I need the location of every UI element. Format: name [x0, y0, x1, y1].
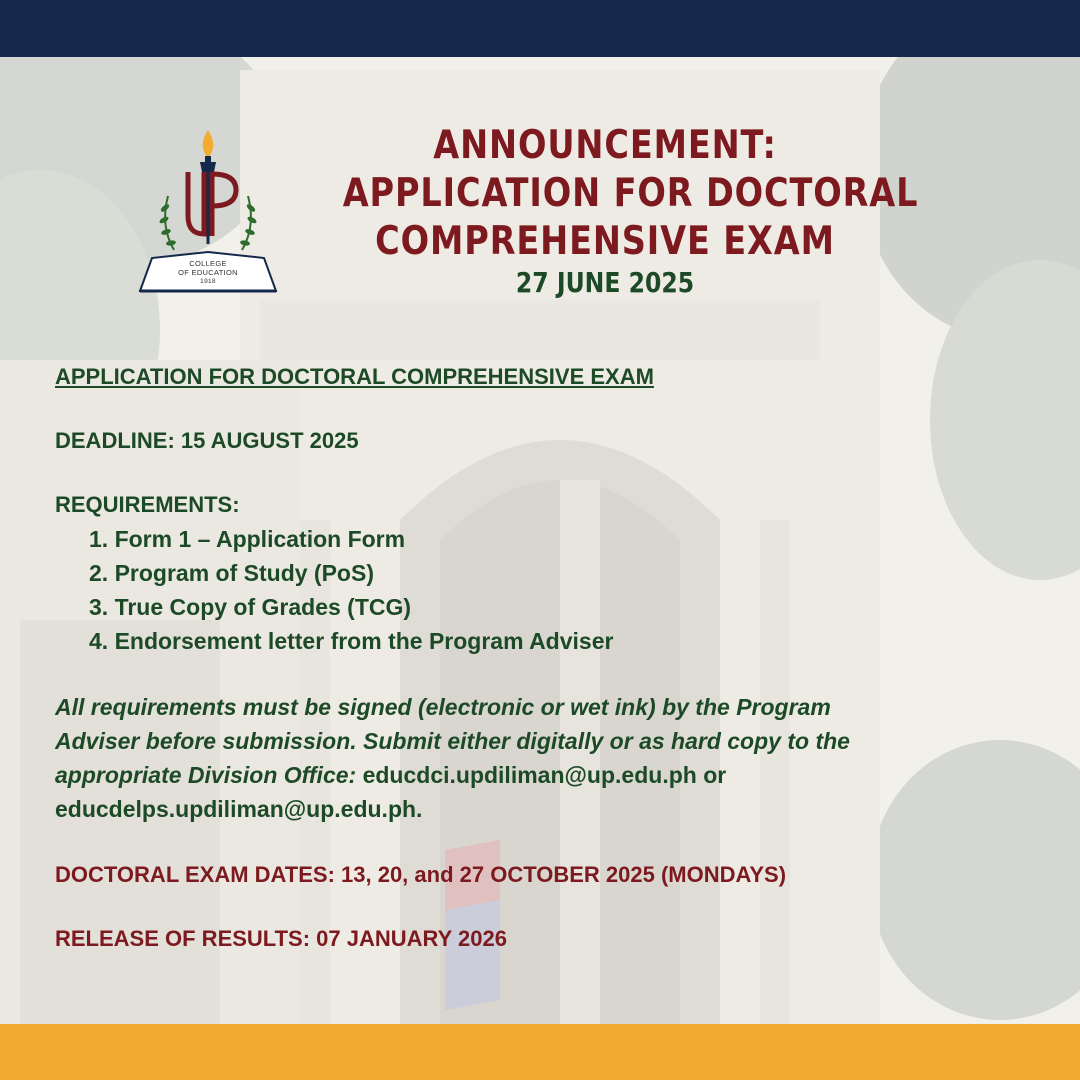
announcement-headline: [300, 122, 919, 300]
list-item: 2. Program of Study (PoS): [89, 560, 374, 586]
requirements-title: REQUIREMENTS:: [55, 492, 240, 517]
submission-note: [55, 690, 1015, 826]
list-item: 1. Form 1 – Application Form: [89, 526, 406, 552]
release-of-results-text: RELEASE OF RESULTS: 07 JANUARY 2026: [55, 926, 507, 951]
logo-education-text: OF EDUCATION: [178, 268, 238, 277]
requirements-list: [55, 522, 1015, 658]
note-line-1: All requirements must be signed (electronic or wet ink) by the Program: [55, 694, 831, 720]
headline-line-2: APPLICATION FOR DOCTORAL: [342, 171, 919, 216]
announcement-body: [55, 360, 1015, 956]
college-logo: [138, 126, 278, 296]
note-line-3-text: appropriate Division Office:: [55, 762, 363, 788]
list-item: 3. True Copy of Grades (TCG): [89, 594, 412, 620]
note-line-2: Adviser before submission. Submit either digitally or as hard copy to the: [55, 728, 850, 754]
section-title: APPLICATION FOR DOCTORAL COMPREHENSIVE EXAM: [55, 364, 654, 389]
headline-line-1: ANNOUNCEMENT:: [433, 123, 777, 168]
email-link-dci[interactable]: educdci.updiliman@up.edu.ph: [362, 762, 697, 788]
note-line-3: [55, 758, 1015, 792]
bottom-gold-bar: [0, 1024, 1080, 1080]
email-link-delps[interactable]: educdelps.updiliman@up.edu.ph.: [55, 796, 423, 822]
top-navy-bar: [0, 0, 1080, 57]
deadline-text: DEADLINE: 15 AUGUST 2025: [55, 428, 359, 453]
announcement-date: 27 JUNE 2025: [515, 266, 695, 299]
exam-dates-text: DOCTORAL EXAM DATES: 13, 20, and 27 OCTOBER 2025 (MONDAYS): [55, 862, 787, 887]
headline-line-3: COMPREHENSIVE EXAM: [375, 219, 835, 264]
logo-year-text: 1918: [200, 278, 216, 285]
or-text: or: [696, 762, 727, 788]
list-item: 4. Endorsement letter from the Program Adviser: [89, 628, 614, 654]
logo-college-text: COLLEGE: [189, 259, 227, 268]
